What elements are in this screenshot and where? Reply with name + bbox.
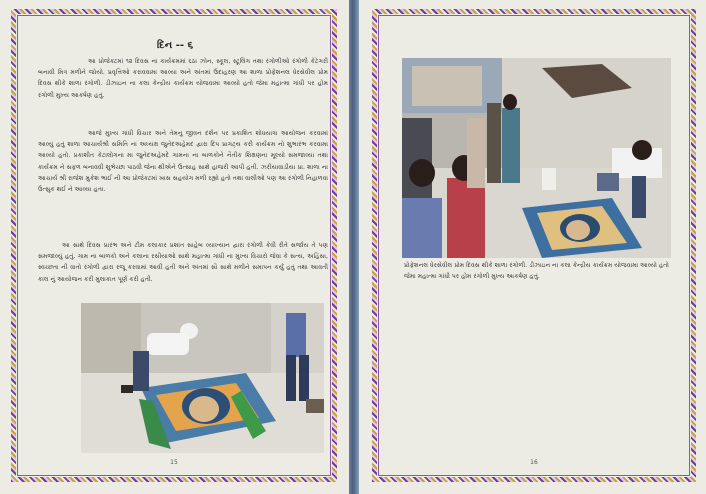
paragraph-3: આ સાથે દિવસ પ્રારંભ અને ટીમ કલાકાર પ્રશાંત સાહેબ વ્યાખ્યાન દ્વારા રંગોળી કેવી રીતે સર્જાય તે પણ સમજાવ્યું હતું. ગામ ના બાળકો અને કલાના રસીયાઓ સાથે મહાત્મા ગાંધી ના મુખ્ય વિચારો જેવા કે સત્ય, અહિંસા, સ્વચ્છતા ની વાતો રંગોળી દ્વારા રજૂ કરવામાં આવી હતી અને અંતમાં સૌ સાથે મળીને સમાપન કર્યું હતું તથા આવતી કાલ નું આયોજન કરી મુલાકાત પૂર્ણ કરી હતી. xyxy=(38,242,328,283)
photo-caption: પ્રોફેશનલ ધેરસેવીલ પ્રોમ દિવસ થીકે શાળા રંગોળી. ડીઝાઇન ના કલા કેન્દ્રીય કાર્યક્રમ યોજવામા આવ્યો હતો જેમા મહાત્મા ગાંધી પર હોમ રંગોળી મુખ્ય આકર્ષણ હતું. xyxy=(404,262,669,280)
page-number-right: 16 xyxy=(530,459,538,466)
page-gutter xyxy=(349,0,359,494)
page-number-left: 15 xyxy=(170,459,178,466)
rangoli-photo-right xyxy=(402,58,671,258)
rangoli-photo-left xyxy=(81,303,324,453)
paragraph-2: આજે મુખ્ય ગાંધી વિચાર અને તેમનુ જીવન દર્શન પર પ્રકાશિત શોધયાત્રા આયોજન કરવામાં આવ્યું હતું શાળા આચાર્યશ્રી સમિતિ ના અધ્યક્ષ જુનેદઅહેમદ દ્વારા દિપ પ્રાગટ્ય કરી કાર્યક્રમ નો શુભારંભ કરવામા આવ્યો હતો. પ્રકાશીત કેટાલોગના મા જુનેદઅહેમદે ગામના ના બાળકોને નૈતીક શિક્ષણના મૂલ્યો સમજાવ્યા તથા કાર્યક્રમ ને સફળ બનાવવી શુભેચ્છા પાઠવી જેના થીએને ઉત્સાહ સાથે હાજરી આપી હતી. ઝરીયાવાડીયા પ્રા. શાળા ના આચાર્ય શ્રી રાજેશ મુકેશ ભાઈ ની આ પ્રોજેક્ટમાં ખાસ સહયોગ મળી રહ્યો હતો તથા વાલીઓ પણ આ રંગોળી નિહાળવા ઉત્સુક થઈ ને આવ્યા હતા. xyxy=(38,130,328,194)
paragraph-1: આ પ્રોજેક્ટમાં ૧૨ દિવસ ના કાર્યક્રમમાં ૬ઠા ઝોન, સ્કૂલ, સ્ટૂલિંગ તથા રંગોળીઓ રંગોળી કેટેગરી બનાવી મિત્ર મળીને જોયો. પ્રવૃત્તિઓ કરાવવામા આવ્યા અને અંતમાં ઉદાહરણ આ શાળા પ્રોફેશનલ ધેરસેવીલ પ્રોમ દિવસ થીકે શાળા રંગોળી. ડીઝાઇન ના કલા કેન્દ્રીય કાર્યક્રમ યોજવામા આવ્યો હતો જેમા મહાત્મા ગાંધી પર હોમ રંગોળી મુખ્ય આકર્ષણ હતું. xyxy=(38,58,328,99)
page-heading: દિન -- ૬ xyxy=(156,40,194,51)
